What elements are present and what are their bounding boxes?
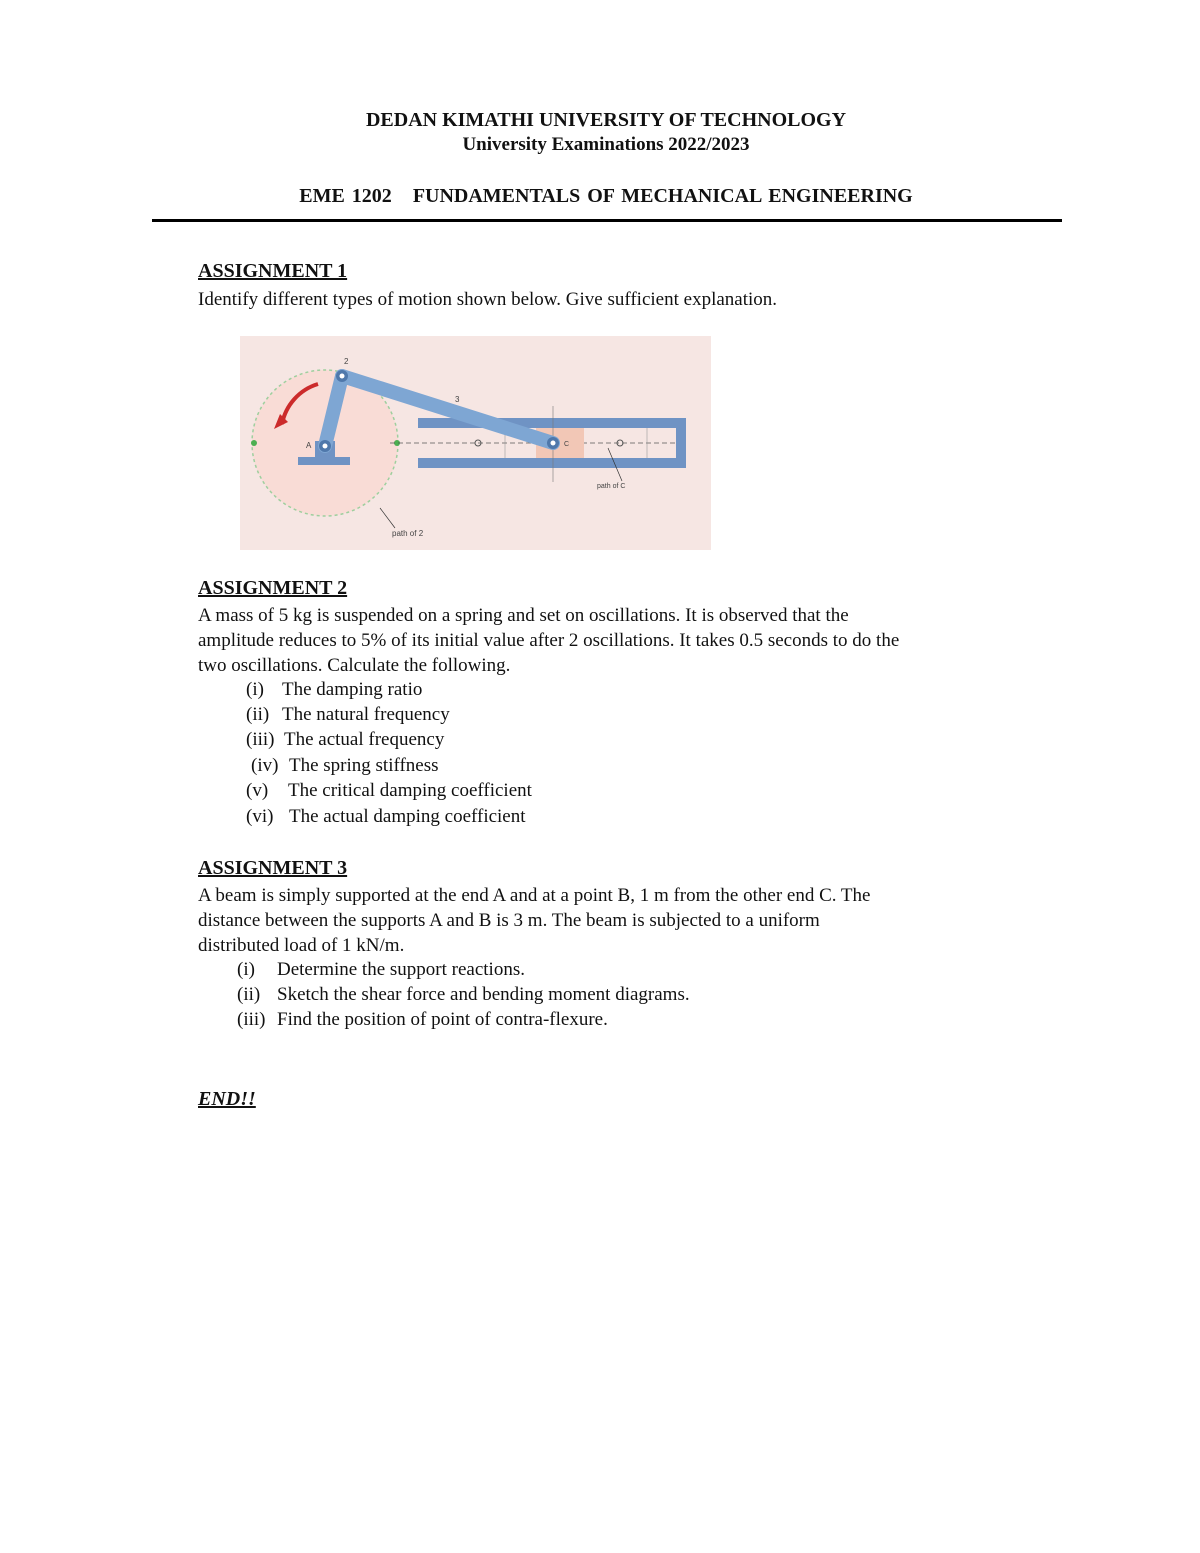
assignment-2-item xyxy=(251,755,439,777)
course-name: FUNDAMENTALS OF MECHANICAL ENGINEERING xyxy=(412,185,913,207)
item-number: (vi) xyxy=(246,806,274,827)
assignment-3-body-line-1: A beam is simply supported at the end A and at a point B, 1 m from the other end C. The xyxy=(198,885,871,906)
assignment-1-heading: ASSIGNMENT 1 xyxy=(198,260,348,282)
assignment-2-body-line-1: A mass of 5 kg is suspended on a spring and set on oscillations. It is observed that the xyxy=(198,605,849,626)
university-name: DEDAN KIMATHI UNIVERSITY OF TECHNOLOGY xyxy=(365,109,847,131)
item-number: (iii) xyxy=(246,729,275,750)
item-number: (ii) xyxy=(237,984,261,1005)
item-number: (v) xyxy=(246,780,269,801)
assignment-2-heading: ASSIGNMENT 2 xyxy=(198,577,348,599)
assignment-2-body-line-3: two oscillations. Calculate the following. xyxy=(198,655,511,676)
guide-bottom-rail xyxy=(418,458,686,468)
item-number: (iv) xyxy=(251,755,279,776)
end-mark: END!! xyxy=(198,1088,256,1110)
item-number: (i) xyxy=(237,959,255,980)
assignment-3-item xyxy=(237,959,525,981)
item-text: The actual damping coefficient xyxy=(289,806,526,827)
crank-dead-point-left xyxy=(251,440,257,446)
item-number: (i) xyxy=(246,679,264,700)
item-number: (iii) xyxy=(237,1009,266,1030)
crank-pin-label: 2 xyxy=(344,357,349,366)
crank-pin xyxy=(340,374,345,379)
assignment-3-body-line-2: distance between the supports A and B is 3 m. The beam is subjected to a uniform xyxy=(198,910,820,931)
exam-session: University Examinations 2022/2023 xyxy=(462,134,750,155)
crank-path-caption: path of 2 xyxy=(392,529,424,538)
assignment-3-heading: ASSIGNMENT 3 xyxy=(198,857,348,879)
item-text: The actual frequency xyxy=(284,729,445,750)
slider-pin xyxy=(551,441,556,446)
course-code: EME 1202 xyxy=(299,185,392,207)
slider-path-caption: path of C xyxy=(597,483,626,490)
item-number: (ii) xyxy=(246,704,270,725)
course-title xyxy=(0,185,1200,208)
fixed-pivot-label: A xyxy=(306,441,312,450)
item-text: Sketch the shear force and bending moment diagrams. xyxy=(277,984,690,1005)
assignment-1-instruction: Identify different types of motion shown below. Give sufficient explanation. xyxy=(198,289,778,310)
assignment-2-item xyxy=(246,704,450,726)
assignment-3-item xyxy=(237,984,690,1006)
guide-end xyxy=(676,418,686,468)
assignment-2-item xyxy=(246,679,422,701)
connecting-rod-label: 3 xyxy=(455,395,460,404)
fixed-pivot-pin xyxy=(323,444,328,449)
assignment-2-item xyxy=(246,806,526,828)
assignment-3-item xyxy=(237,1009,608,1031)
item-text: The damping ratio xyxy=(282,679,423,700)
assignment-2-body-line-2: amplitude reduces to 5% of its initial value after 2 oscillations. It takes 0.5 seconds to do the xyxy=(198,630,900,651)
slider-crank-figure xyxy=(240,336,711,550)
item-text: The critical damping coefficient xyxy=(288,780,532,801)
item-text: The natural frequency xyxy=(282,704,450,725)
assignment-2-item xyxy=(246,780,532,802)
assignment-3-body-line-3: distributed load of 1 kN/m. xyxy=(198,935,405,956)
item-text: Determine the support reactions. xyxy=(277,959,525,980)
assignment-2-item xyxy=(246,729,444,751)
header-divider xyxy=(152,219,1062,222)
item-text: The spring stiffness xyxy=(289,755,439,776)
item-text: Find the position of point of contra-flexure. xyxy=(277,1009,608,1030)
slider-label: C xyxy=(564,441,570,448)
